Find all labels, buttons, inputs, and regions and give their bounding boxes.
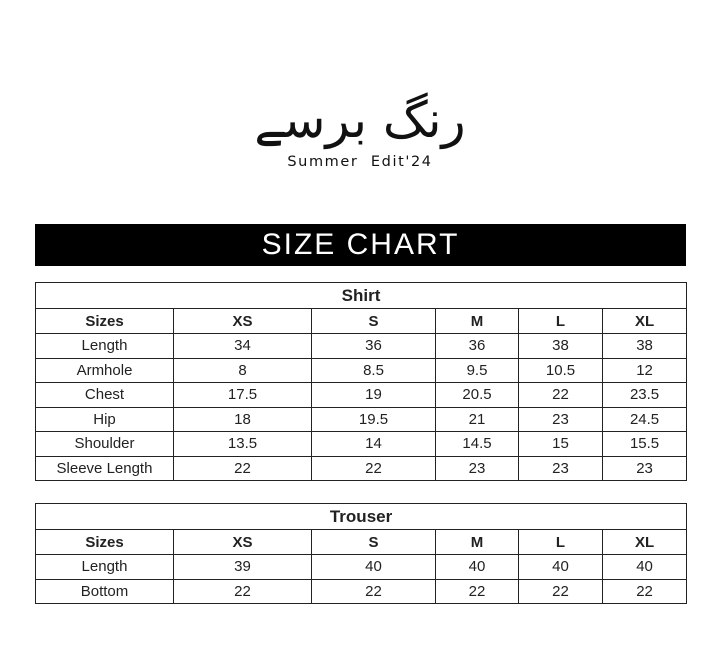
table-cell: 22 — [519, 579, 603, 604]
table-cell: 17.5 — [174, 383, 312, 408]
table-cell: 10.5 — [519, 358, 603, 383]
trouser-table-title: Trouser — [36, 504, 687, 530]
table-cell: 15 — [519, 432, 603, 457]
table-row — [36, 334, 687, 359]
shirt-size-table — [35, 282, 687, 481]
header-cell: M — [436, 309, 519, 334]
table-cell: 8.5 — [312, 358, 436, 383]
table-cell: 36 — [436, 334, 519, 359]
table-cell: 22 — [436, 579, 519, 604]
table-cell: 38 — [519, 334, 603, 359]
table-cell: 22 — [603, 579, 687, 604]
table-cell: 22 — [312, 579, 436, 604]
table-cell: 40 — [603, 555, 687, 580]
shirt-header-row — [36, 309, 687, 334]
table-cell: 23 — [519, 456, 603, 481]
table-cell: 22 — [174, 579, 312, 604]
table-row — [36, 555, 687, 580]
table-row — [36, 432, 687, 457]
table-cell: 19.5 — [312, 407, 436, 432]
table-row — [36, 358, 687, 383]
table-row — [36, 407, 687, 432]
table-cell: 19 — [312, 383, 436, 408]
table-cell: 14 — [312, 432, 436, 457]
table-cell: 34 — [174, 334, 312, 359]
table-cell: 40 — [519, 555, 603, 580]
table-cell: 22 — [519, 383, 603, 408]
brand-subtitle: Summer Edit'24 — [287, 154, 433, 170]
shirt-table-title: Shirt — [36, 283, 687, 309]
brand-urdu-name: رنگ برسے — [254, 91, 466, 149]
trouser-header-row — [36, 530, 687, 555]
header-cell: M — [436, 530, 519, 555]
brand-logo — [0, 92, 720, 170]
table-cell: 36 — [312, 334, 436, 359]
header-cell: L — [519, 530, 603, 555]
table-cell: 24.5 — [603, 407, 687, 432]
table-cell: 40 — [436, 555, 519, 580]
row-label: Length — [36, 555, 174, 580]
table-cell: 20.5 — [436, 383, 519, 408]
header-cell: L — [519, 309, 603, 334]
table-row — [36, 456, 687, 481]
size-chart-banner: SIZE CHART — [35, 224, 686, 266]
row-label: Sleeve Length — [36, 456, 174, 481]
header-cell: Sizes — [36, 309, 174, 334]
table-row — [36, 579, 687, 604]
header-cell: Sizes — [36, 530, 174, 555]
row-label: Shoulder — [36, 432, 174, 457]
table-cell: 40 — [312, 555, 436, 580]
table-cell: 15.5 — [603, 432, 687, 457]
table-cell: 9.5 — [436, 358, 519, 383]
table-cell: 39 — [174, 555, 312, 580]
table-cell: 23 — [436, 456, 519, 481]
table-cell: 23.5 — [603, 383, 687, 408]
table-cell: 13.5 — [174, 432, 312, 457]
row-label: Bottom — [36, 579, 174, 604]
table-cell: 23 — [519, 407, 603, 432]
row-label: Armhole — [36, 358, 174, 383]
row-label: Length — [36, 334, 174, 359]
header-cell: XS — [174, 309, 312, 334]
row-label: Chest — [36, 383, 174, 408]
table-cell: 23 — [603, 456, 687, 481]
header-cell: S — [312, 309, 436, 334]
header-cell: XS — [174, 530, 312, 555]
table-cell: 21 — [436, 407, 519, 432]
table-row — [36, 383, 687, 408]
table-cell: 38 — [603, 334, 687, 359]
table-cell: 12 — [603, 358, 687, 383]
header-cell: XL — [603, 530, 687, 555]
row-label: Hip — [36, 407, 174, 432]
header-cell: S — [312, 530, 436, 555]
table-cell: 14.5 — [436, 432, 519, 457]
table-cell: 18 — [174, 407, 312, 432]
table-cell: 22 — [312, 456, 436, 481]
trouser-size-table — [35, 503, 687, 604]
header-cell: XL — [603, 309, 687, 334]
table-cell: 8 — [174, 358, 312, 383]
table-cell: 22 — [174, 456, 312, 481]
